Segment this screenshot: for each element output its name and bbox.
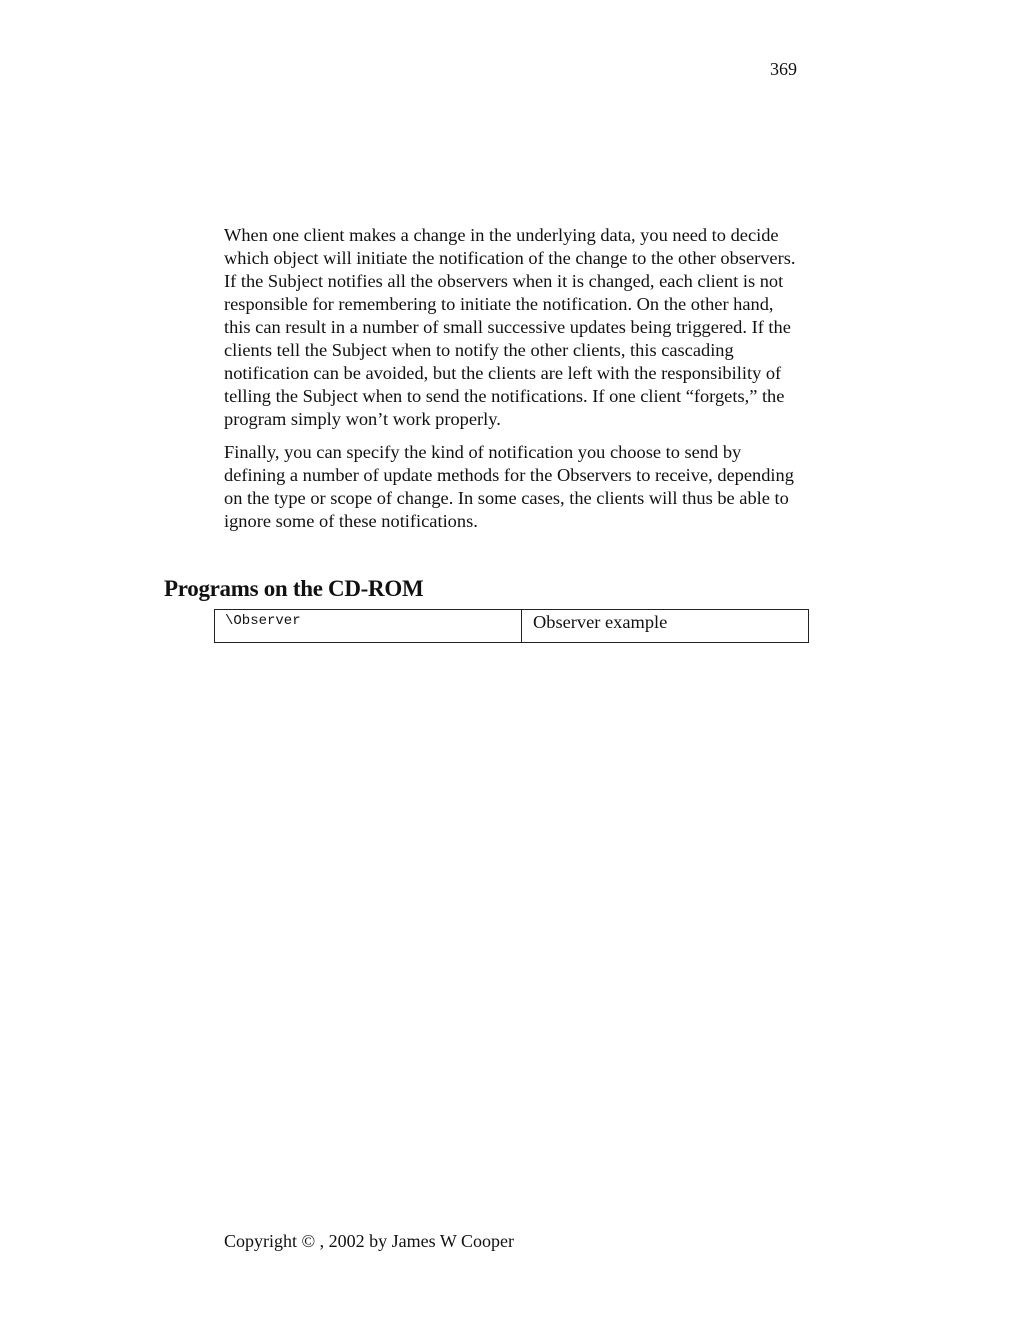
programs-table <box>214 609 809 643</box>
paragraph: Finally, you can specify the kind of notification you choose to send by defining a number of update methods for the Observers to receive, depending on the type or scope of change. In some cases, the clients will thus be able to ignore some of these notifications. <box>224 442 794 531</box>
copyright-footer: Copyright © , 2002 by James W Cooper <box>224 1231 514 1251</box>
table-row <box>215 610 809 643</box>
program-description-cell: Observer example <box>522 610 809 643</box>
paragraph: When one client makes a change in the underlying data, you need to decide which object will initiate the notification of the change to the other observers. If the Subject notifies all the observers when it is changed, each client is not responsible for remembering to initiate the notification. On the other hand, this can result in a number of small successive updates being triggered. If the clients tell the Subject when to notify the other clients, this cascading notification can be avoided, but the clients are left with the responsibility of telling the Subject when to send the notifications. If one client “forgets,” the program simply won’t work properly. <box>224 225 796 429</box>
body-text <box>224 224 804 543</box>
program-path-cell: \Observer <box>215 610 522 643</box>
section-heading: Programs on the CD-ROM <box>164 576 424 601</box>
page-number: 369 <box>770 59 797 79</box>
